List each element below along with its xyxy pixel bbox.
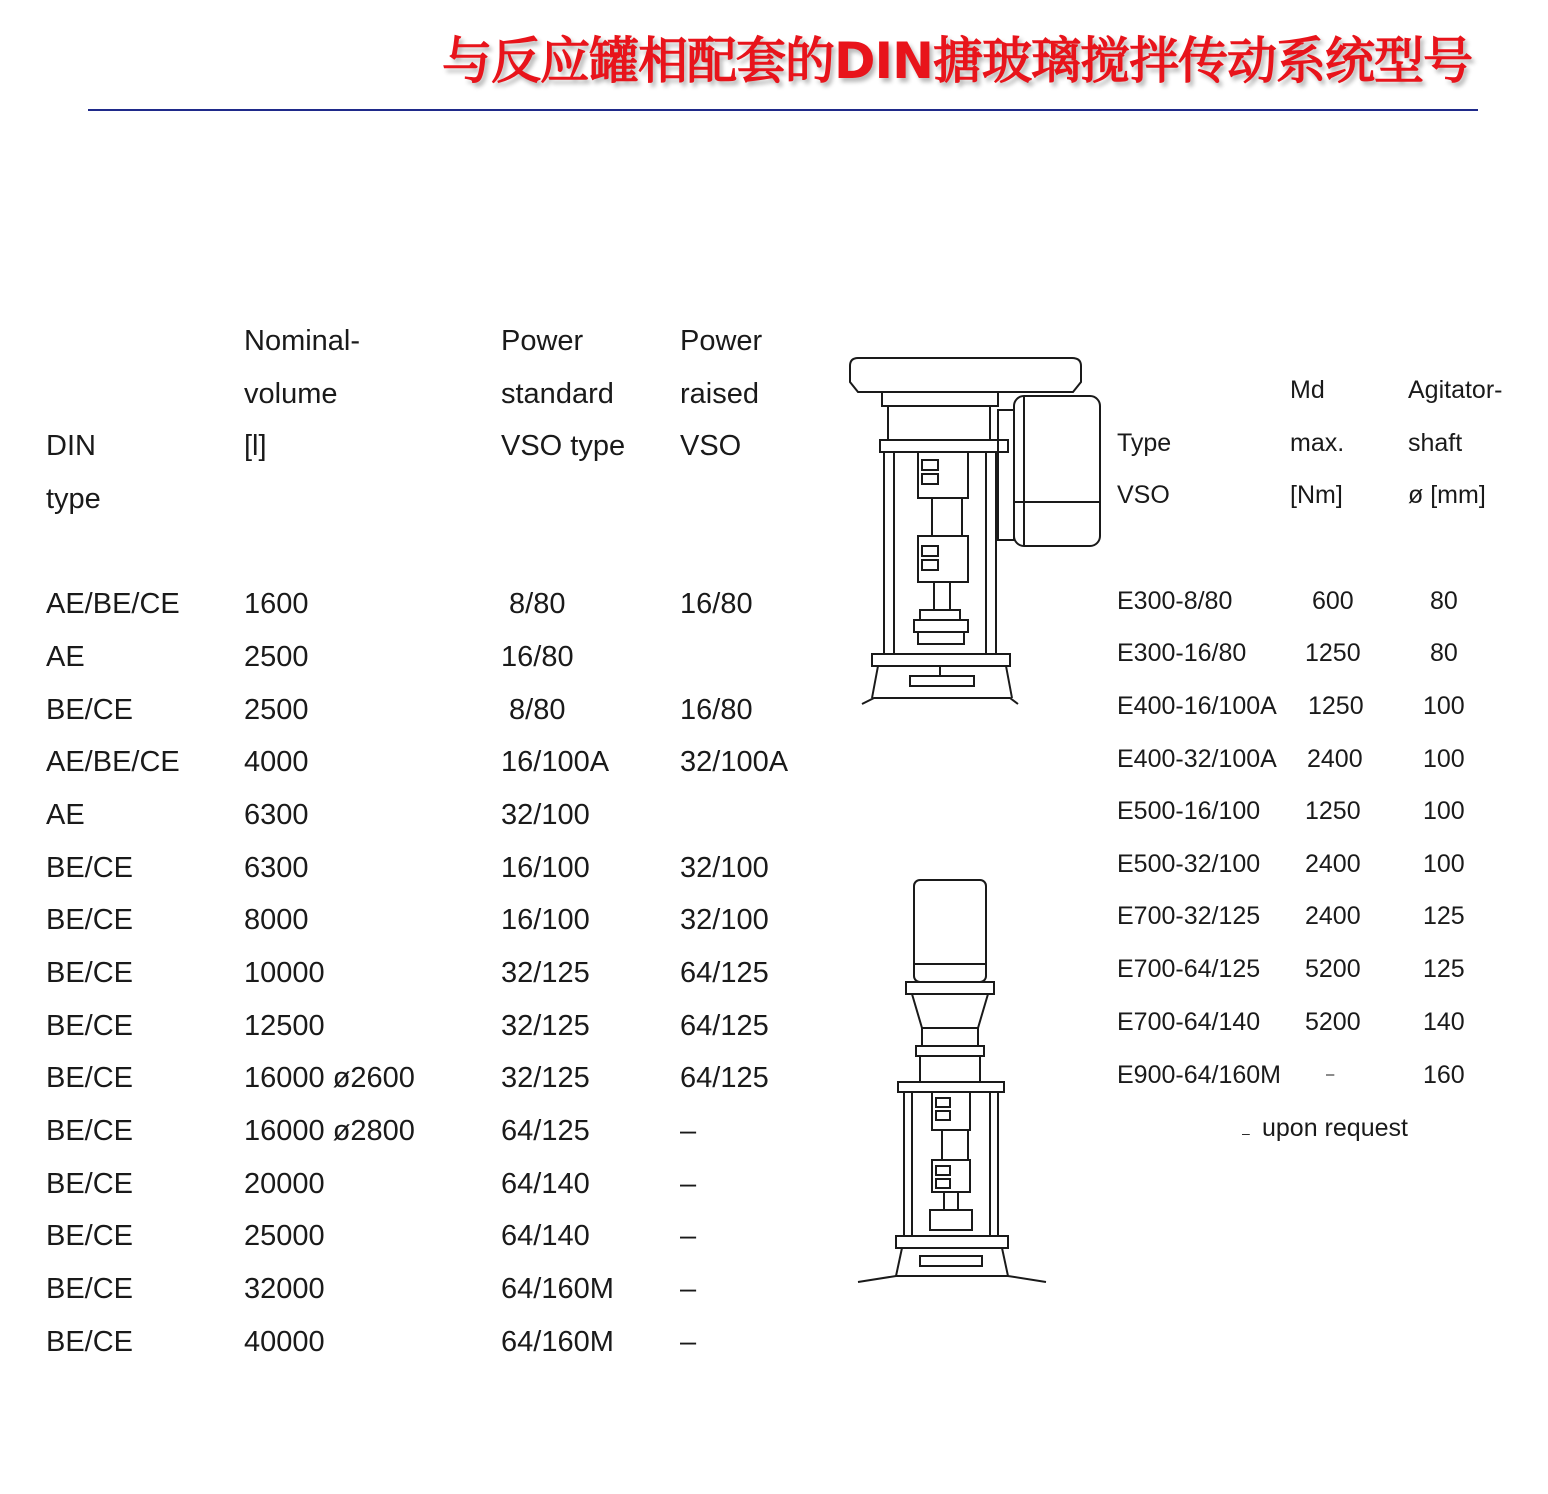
header-raised-line3: VSO bbox=[680, 430, 742, 462]
volume-cell: 32000 bbox=[244, 1273, 325, 1305]
din-cell: BE/CE bbox=[46, 957, 134, 989]
header-volume-line2: volume bbox=[244, 378, 338, 410]
header-md-line3: [Nm] bbox=[1290, 481, 1343, 509]
volume-cell: 8000 bbox=[244, 904, 309, 936]
md-cell: 600 bbox=[1312, 587, 1354, 615]
footnote-text: upon request bbox=[1262, 1114, 1408, 1142]
md-cell: – bbox=[1326, 1066, 1335, 1083]
din-cell: BE/CE bbox=[46, 1273, 134, 1305]
volume-cell: 6300 bbox=[244, 799, 309, 831]
standard-cell: 16/100 bbox=[501, 852, 590, 884]
standard-cell: 64/140 bbox=[501, 1168, 590, 1200]
shaft-cell: 80 bbox=[1430, 587, 1458, 615]
standard-cell: 64/125 bbox=[501, 1115, 590, 1147]
shaft-cell: 100 bbox=[1423, 850, 1465, 878]
standard-cell: 32/125 bbox=[501, 957, 590, 989]
din-cell: AE bbox=[46, 799, 85, 831]
din-cell: BE/CE bbox=[46, 904, 134, 936]
shaft-cell: 140 bbox=[1423, 1008, 1465, 1036]
volume-cell: 12500 bbox=[244, 1010, 325, 1042]
standard-cell: 16/80 bbox=[501, 641, 574, 673]
header-type-line2: VSO bbox=[1117, 481, 1170, 509]
vso-type-cell: E500-16/100 bbox=[1117, 797, 1261, 825]
shaft-cell: 160 bbox=[1423, 1061, 1465, 1089]
vso-type-cell: E300-8/80 bbox=[1117, 587, 1233, 615]
standard-cell: 64/160M bbox=[501, 1273, 614, 1305]
standard-cell: 8/80 bbox=[501, 588, 566, 620]
volume-cell: 2500 bbox=[244, 641, 309, 673]
volume-cell: 16000 ø2600 bbox=[244, 1062, 415, 1094]
header-shaft-line1: Agitator- bbox=[1408, 376, 1503, 404]
header-raised-line1: Power bbox=[680, 325, 763, 357]
raised-cell: – bbox=[680, 1326, 697, 1358]
header-shaft-line2: shaft bbox=[1408, 429, 1463, 457]
md-cell: 1250 bbox=[1305, 797, 1361, 825]
vso-type-cell: E900-64/160M bbox=[1117, 1061, 1282, 1089]
shaft-cell: 100 bbox=[1423, 797, 1465, 825]
raised-cell: 64/125 bbox=[680, 1062, 769, 1094]
header-md-line2: max. bbox=[1290, 429, 1345, 457]
shaft-cell: 100 bbox=[1423, 692, 1465, 720]
standard-cell: 16/100A bbox=[501, 746, 610, 778]
raised-cell: – bbox=[680, 1115, 697, 1147]
raised-cell: – bbox=[680, 1220, 697, 1252]
volume-cell: 16000 ø2800 bbox=[244, 1115, 415, 1147]
standard-cell: 8/80 bbox=[501, 694, 566, 726]
title-underline bbox=[88, 109, 1478, 111]
din-cell: AE/BE/CE bbox=[46, 588, 180, 620]
volume-cell: 20000 bbox=[244, 1168, 325, 1200]
standard-cell: 64/140 bbox=[501, 1220, 590, 1252]
raised-cell: 16/80 bbox=[680, 694, 753, 726]
vso-type-cell: E700-64/140 bbox=[1117, 1008, 1261, 1036]
vso-type-cell: E700-64/125 bbox=[1117, 955, 1261, 983]
header-standard-line3: VSO type bbox=[501, 430, 626, 462]
standard-cell: 32/125 bbox=[501, 1062, 590, 1094]
header-volume-line3: [l] bbox=[244, 430, 267, 462]
din-cell: BE/CE bbox=[46, 1115, 134, 1147]
header-standard-line1: Power bbox=[501, 325, 584, 357]
volume-cell: 6300 bbox=[244, 852, 309, 884]
raised-cell: – bbox=[680, 1273, 697, 1305]
standard-cell: 64/160M bbox=[501, 1326, 614, 1358]
header-type-line1: Type bbox=[1117, 429, 1172, 457]
md-cell: 5200 bbox=[1305, 1008, 1361, 1036]
header-shaft-line3: ø [mm] bbox=[1408, 481, 1486, 509]
volume-cell: 2500 bbox=[244, 694, 309, 726]
volume-cell: 10000 bbox=[244, 957, 325, 989]
page-title: 与反应罐相配套的DIN搪玻璃搅拌传动系统型号 bbox=[442, 32, 1472, 90]
raised-cell: 32/100 bbox=[680, 852, 769, 884]
vso-type-cell: E400-16/100A bbox=[1117, 692, 1277, 720]
md-cell: 2400 bbox=[1305, 850, 1361, 878]
header-raised-line2: raised bbox=[680, 378, 759, 410]
md-cell: 2400 bbox=[1305, 902, 1361, 930]
din-cell: AE bbox=[46, 641, 85, 673]
din-cell: BE/CE bbox=[46, 694, 134, 726]
raised-cell: 64/125 bbox=[680, 1010, 769, 1042]
raised-cell: 32/100 bbox=[680, 904, 769, 936]
din-cell: AE/BE/CE bbox=[46, 746, 180, 778]
agitator-drive-side-motor-drawing bbox=[848, 352, 1108, 712]
raised-cell: 64/125 bbox=[680, 957, 769, 989]
din-cell: BE/CE bbox=[46, 1168, 134, 1200]
standard-cell: 16/100 bbox=[501, 904, 590, 936]
vso-type-cell: E400-32/100A bbox=[1117, 745, 1277, 773]
din-cell: BE/CE bbox=[46, 1220, 134, 1252]
standard-cell: 32/125 bbox=[501, 1010, 590, 1042]
volume-cell: 4000 bbox=[244, 746, 309, 778]
volume-cell: 25000 bbox=[244, 1220, 325, 1252]
md-cell: 5200 bbox=[1305, 955, 1361, 983]
din-cell: BE/CE bbox=[46, 1062, 134, 1094]
md-cell: 1250 bbox=[1308, 692, 1364, 720]
shaft-cell: 100 bbox=[1423, 745, 1465, 773]
header-md-line1: Md bbox=[1290, 376, 1325, 404]
volume-cell: 40000 bbox=[244, 1326, 325, 1358]
footnote-mark: – bbox=[1242, 1125, 1250, 1141]
vso-type-cell: E500-32/100 bbox=[1117, 850, 1261, 878]
din-cell: BE/CE bbox=[46, 1010, 134, 1042]
din-cell: BE/CE bbox=[46, 1326, 134, 1358]
md-cell: 1250 bbox=[1305, 639, 1361, 667]
shaft-cell: 125 bbox=[1423, 902, 1465, 930]
shaft-cell: 125 bbox=[1423, 955, 1465, 983]
agitator-drive-top-motor-drawing bbox=[856, 876, 1056, 1290]
shaft-cell: 80 bbox=[1430, 639, 1458, 667]
standard-cell: 32/100 bbox=[501, 799, 590, 831]
header-volume-line1: Nominal- bbox=[244, 325, 361, 357]
vso-type-cell: E700-32/125 bbox=[1117, 902, 1261, 930]
md-cell: 2400 bbox=[1307, 745, 1363, 773]
header-din-line2: type bbox=[46, 483, 101, 515]
header-standard-line2: standard bbox=[501, 378, 614, 410]
header-din-line1: DIN bbox=[46, 430, 96, 462]
din-cell: BE/CE bbox=[46, 852, 134, 884]
raised-cell: 16/80 bbox=[680, 588, 753, 620]
raised-cell: – bbox=[680, 1168, 697, 1200]
raised-cell: 32/100A bbox=[680, 746, 789, 778]
vso-type-cell: E300-16/80 bbox=[1117, 639, 1247, 667]
volume-cell: 1600 bbox=[244, 588, 309, 620]
